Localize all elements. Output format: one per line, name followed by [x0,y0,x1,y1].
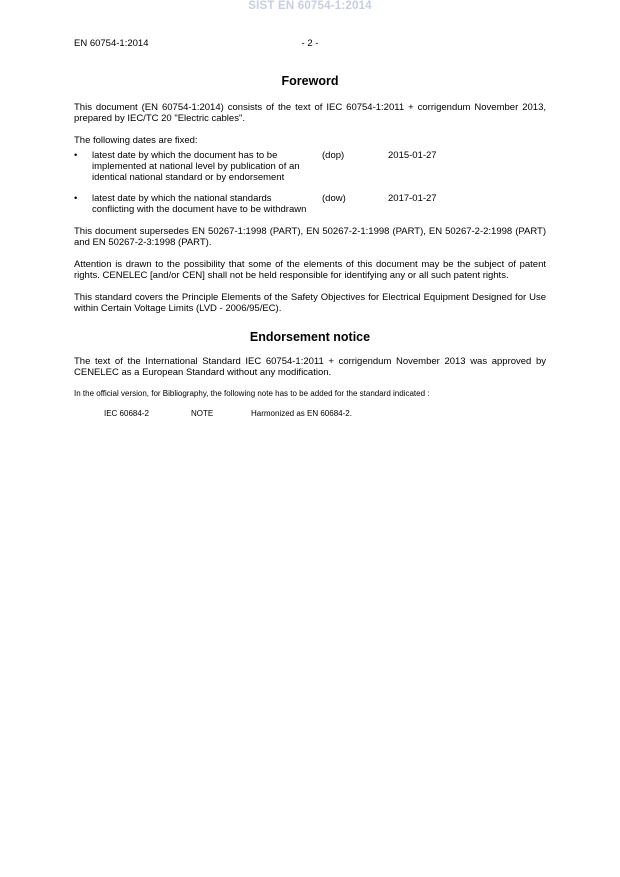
dates-intro: The following dates are fixed: [74,135,198,146]
supersedes-paragraph: This document supersedes EN 50267-1:1998 (PART), EN 50267-2-1:1998 (PART), EN 50267-2-2:1998 (PART) and EN 50267-2-3:1998 (PART). [74,226,546,248]
note-text: Harmonized as EN 60684-2. [251,409,352,418]
date-description: latest date by which the national standards conflicting with the document have to be withdrawn [92,193,307,215]
date-row-dow [74,193,546,218]
watermark: SIST EN 60754-1:2014 [248,0,372,12]
header-doc-id: EN 60754-1:2014 [74,38,149,49]
foreword-intro-paragraph: This document (EN 60754-1:2014) consists of the text of IEC 60754-1:2011 + corrigendum November 2013, prepared by IEC/TC 20 "Electric cables". [74,102,546,124]
page-number: - 2 - [301,38,319,49]
patent-attention-paragraph: Attention is drawn to the possibility that some of the elements of this document may be the subject of patent rights. CENELEC [and/or CEN] shall not be held responsible for identifying any or all such patent rights. [74,259,546,281]
endorsement-paragraph: The text of the International Standard IEC 60754-1:2011 + corrigendum November 2013 was approved by CENELEC as a European Standard without any modification. [74,356,546,378]
official-version-note: In the official version, for Bibliography, the following note has to be added for the standard indicated : [74,389,430,398]
document-body [74,72,546,421]
endorsement-heading: Endorsement notice [249,330,371,344]
date-row-dop [74,150,546,193]
foreword-heading: Foreword [281,74,339,88]
date-value: 2015-01-27 [388,150,437,161]
date-code: (dow) [322,193,346,204]
dates-table [74,150,546,218]
date-value: 2017-01-27 [388,193,437,204]
date-code: (dop) [322,150,345,161]
note-standard: IEC 60684-2 [104,409,149,418]
note-label: NOTE [191,409,214,418]
bullet: • [74,193,78,204]
bullet: • [74,150,78,161]
date-description: latest date by which the document has to be implemented at national level by publication of an identical national standard or by endorsement [92,150,300,183]
bibliography-note-row [74,409,546,421]
lvd-coverage-paragraph: This standard covers the Principle Elements of the Safety Objectives for Electrical Equipment Designed for Use within Certain Voltage Limits (LVD - 2006/95/EC). [74,292,546,314]
